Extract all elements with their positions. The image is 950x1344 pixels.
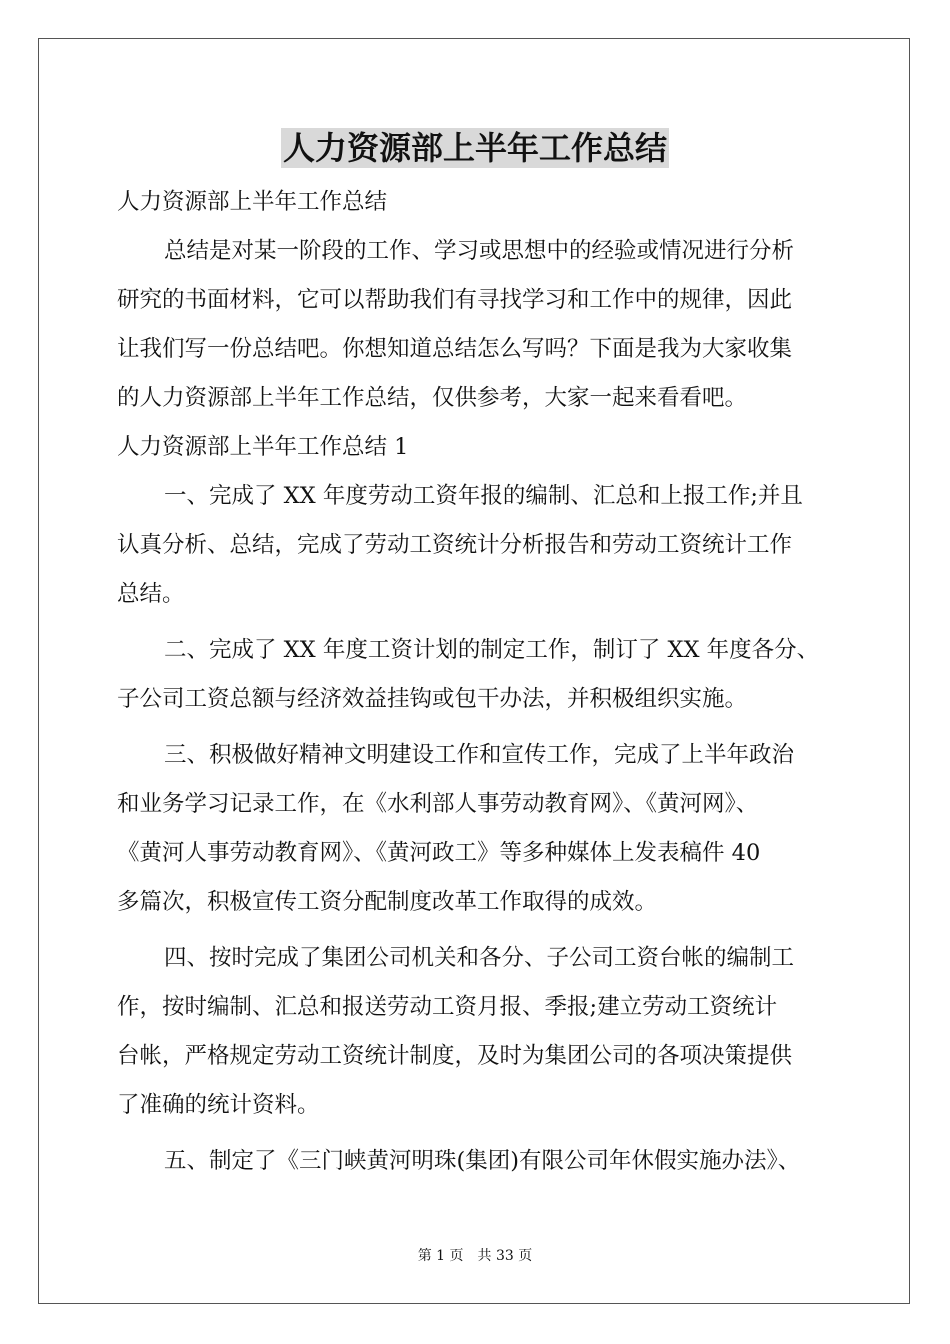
subtitle-line: 人力资源部上半年工作总结 bbox=[117, 189, 388, 215]
item1-line: 认真分析、总结，完成了劳动工资统计分析报告和劳动工资统计工作 bbox=[117, 532, 793, 558]
item3-line: 和业务学习记录工作，在《水利部人事劳动教育网》、《黄河网》、 bbox=[117, 791, 759, 817]
document-title: 人力资源部上半年工作总结 bbox=[282, 129, 667, 167]
item1-line: 总结。 bbox=[117, 581, 185, 607]
page-footer: 第 1 页 共 33 页 bbox=[417, 1248, 533, 1264]
item4-line: 四、按时完成了集团公司机关和各分、子公司工资台帐的编制工 bbox=[164, 945, 795, 971]
item2-line: 子公司工资总额与经济效益挂钩或包干办法，并积极组织实施。 bbox=[117, 686, 748, 712]
intro-line: 总结是对某一阶段的工作、学习或思想中的经验或情况进行分析 bbox=[164, 238, 795, 264]
title-area bbox=[0, 128, 950, 168]
item4-line: 台帐，严格规定劳动工资统计制度，及时为集团公司的各项决策提供 bbox=[117, 1043, 793, 1069]
item4-line: 作，按时编制、汇总和报送劳动工资月报、季报;建立劳动工资统计 bbox=[117, 994, 778, 1020]
item3-line: 三、积极做好精神文明建设工作和宣传工作，完成了上半年政治 bbox=[164, 742, 795, 768]
item1-line: 一、完成了 XX 年度劳动工资年报的编制、汇总和上报工作;并且 bbox=[164, 483, 803, 509]
item5-line: 五、制定了《三门峡黄河明珠(集团)有限公司年休假实施办法》、 bbox=[164, 1148, 801, 1174]
item2-line: 二、完成了 XX 年度工资计划的制定工作，制订了 XX 年度各分、 bbox=[164, 637, 820, 663]
section-heading: 人力资源部上半年工作总结 1 bbox=[117, 434, 409, 460]
intro-line: 的人力资源部上半年工作总结，仅供参考，大家一起来看看吧。 bbox=[117, 385, 748, 411]
item3-line: 《黄河人事劳动教育网》、《黄河政工》等多种媒体上发表稿件 40 bbox=[117, 840, 761, 866]
item3-line: 多篇次，积极宣传工资分配制度改革工作取得的成效。 bbox=[117, 889, 658, 915]
intro-line: 让我们写一份总结吧。你想知道总结怎么写吗？下面是我为大家收集 bbox=[117, 336, 793, 362]
document-body bbox=[117, 178, 835, 1186]
item4-line: 了准确的统计资料。 bbox=[117, 1092, 320, 1118]
intro-line: 研究的书面材料，它可以帮助我们有寻找学习和工作中的规律，因此 bbox=[117, 287, 793, 313]
